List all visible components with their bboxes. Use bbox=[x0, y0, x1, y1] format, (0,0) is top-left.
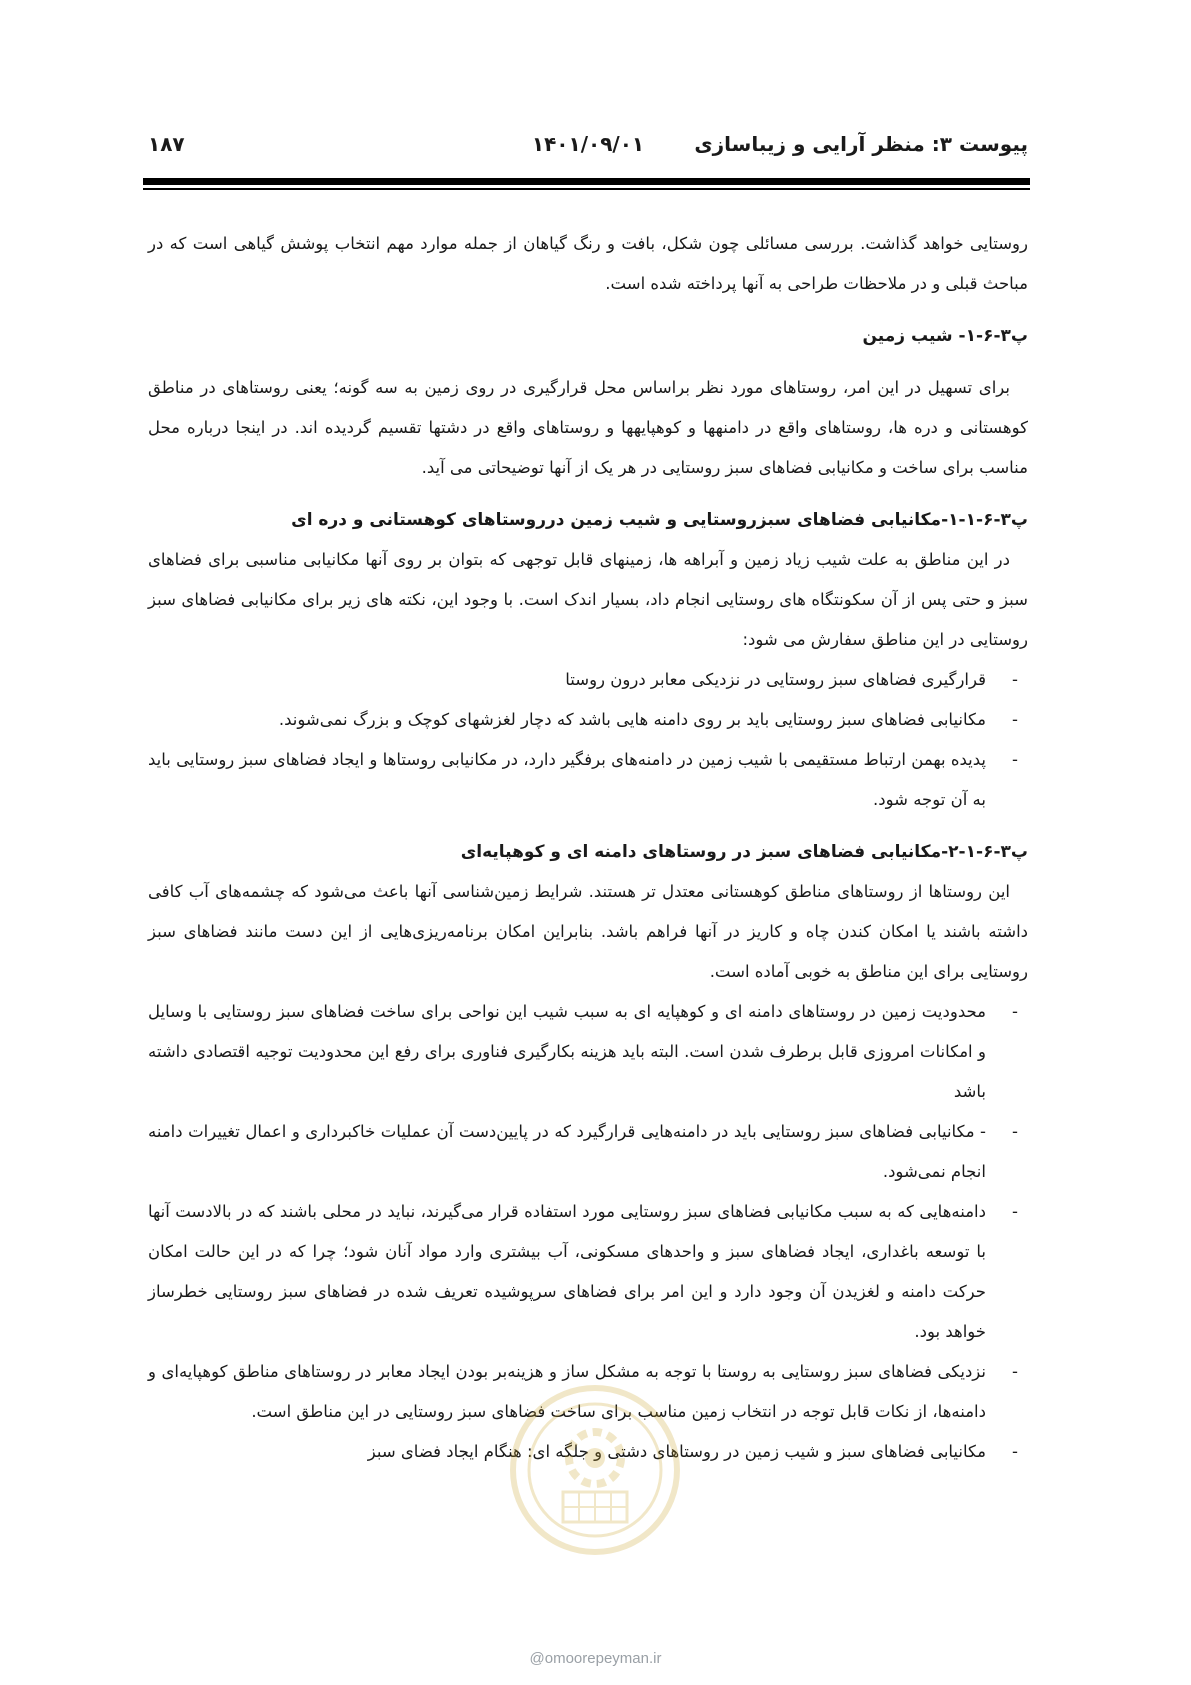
header-rule-thick bbox=[143, 178, 1030, 185]
mountain-paragraph: در این مناطق به علت شیب زیاد زمین و آبراهه ها، زمینهای قابل توجهی که بتوان بر روی آنها مکانیابی مناسبی برای فضاهای سبز و حتی پس از آن سکونتگاه های روستایی انجام داد، بسیار اندک است. با وجود این، نکته های زیر برای مکانیابی فضاهای سبز روستایی در این مناطق سفارش می شود: bbox=[148, 550, 1028, 649]
section-heading-mountain: پ۳-۶-۱-۱-مکانیابی فضاهای سبزروستایی و شیب زمین درروستاهای کوهستانی و دره ای bbox=[291, 510, 1028, 530]
list-item: - قرارگیری فضاهای سبز روستایی در نزدیکی معابر درون روستا bbox=[148, 660, 1028, 700]
revision-date: ۱۴۰۱/۰۹/۰۱ bbox=[531, 132, 645, 156]
page-number: ۱۸۷ bbox=[148, 132, 185, 156]
section-heading-slope: پ۳-۶-۱- شیب زمین bbox=[862, 326, 1028, 346]
list-item: - محدودیت زمین در روستاهای دامنه ای و کوهپایه ای به سبب شیب این نواحی برای ساخت فضاهای سبز روستایی با وسایل و امکانات امروزی قابل برطرف شدن است. البته باید هزینه بکارگیری فناوری برای رفع این محدودیت توجیه اقتصادی داشته باشد bbox=[148, 992, 1028, 1112]
foothill-paragraph: این روستاها از روستاهای مناطق کوهستانی معتدل تر هستند. شرایط زمین‌شناسی آنها باعث می‌شود که چشمه‌های آب کافی داشته باشند یا امکان کندن چاه و کاریز در آنها فراهم باشد. بنابراین امکان برنامه‌ریزی‌هایی از این دست مانند فضاهای سبز روستایی برای این مناطق به خوبی آماده است. bbox=[148, 882, 1028, 981]
page-header bbox=[148, 132, 1028, 168]
list-item: - مکانیابی فضاهای سبز روستایی باید بر روی دامنه هایی باشد که دچار لغزشهای کوچک و بزرگ نمی‌شوند. bbox=[148, 700, 1028, 740]
list-item: - - مکانیابی فضاهای سبز روستایی باید در دامنه‌هایی قرارگیرد که در پایین‌دست آن عملیات خاکبرداری و اعمال تغییرات دامنه انجام نمی‌شود. bbox=[148, 1112, 1028, 1192]
foothill-list bbox=[148, 992, 1028, 1472]
page-body bbox=[148, 224, 1028, 1472]
watermark-url: @omoorepeyman.ir bbox=[529, 1650, 662, 1667]
header-rule-thin bbox=[143, 188, 1030, 190]
list-item: - مکانیابی فضاهای سبز و شیب زمین در روستاهای دشتی و جلگه ای: هنگام ایجاد فضای سبز bbox=[148, 1432, 1028, 1472]
list-item: - پدیده بهمن ارتباط مستقیمی با شیب زمین در دامنه‌های برفگیر دارد، در مکانیابی روستاها و ایجاد فضاهای سبز روستایی باید به آن توجه شود. bbox=[148, 740, 1028, 820]
appendix-title: پیوست ۳: منظر آرایی و زیباسازی bbox=[694, 132, 1028, 156]
section-heading-foothill: پ۳-۶-۱-۲-مکانیابی فضاهای سبز در روستاهای دامنه ای و کوهپایه‌ای bbox=[460, 842, 1028, 862]
list-item: - نزدیکی فضاهای سبز روستایی به روستا با توجه به مشکل ساز و هزینه‌بر بودن ایجاد معابر در روستاهای مناطق کوهپایه‌ای و دامنه‌ها، از نکات قابل توجه در انتخاب زمین مناسب برای ساخت فضاهای سبز روستایی در این مناطق است. bbox=[148, 1352, 1028, 1432]
mountain-list bbox=[148, 660, 1028, 820]
intro-paragraph: روستایی خواهد گذاشت. بررسی مسائلی چون شکل، بافت و رنگ گیاهان از جمله موارد مهم انتخاب پوشش گیاهی است که در مباحث قبلی و در ملاحظات طراحی به آنها پرداخته شده است. bbox=[148, 234, 1028, 293]
list-item: - دامنه‌هایی که به سبب مکانیابی فضاهای سبز روستایی مورد استفاده قرار می‌گیرند، نباید در محلی باشند که در بالادست آنها با توسعه باغداری، ایجاد فضاهای سبز و واحدهای مسکونی، آب بیشتری وارد مواد آنان شود؛ چرا که در این حالت امکان حرکت دامنه و لغزیدن آن وجود دارد و این امر برای فضاهای سرپوشیده تعریف شده در فضاهای سبز روستایی خطرساز خواهد بود. bbox=[148, 1192, 1028, 1352]
slope-paragraph: برای تسهیل در این امر، روستاهای مورد نظر براساس محل قرارگیری در روی زمین به سه گونه؛ یعنی روستاهای در مناطق کوهستانی و دره ها، روستاهای واقع در دامنهها و کوهپایهها و روستاهای واقع در دشتها تقسیم گردیده اند. در اینجا درباره محل مناسب برای ساخت و مکانیابی فضاهای سبز روستایی در هر یک از آنها توضیحاتی می آید. bbox=[148, 378, 1028, 477]
